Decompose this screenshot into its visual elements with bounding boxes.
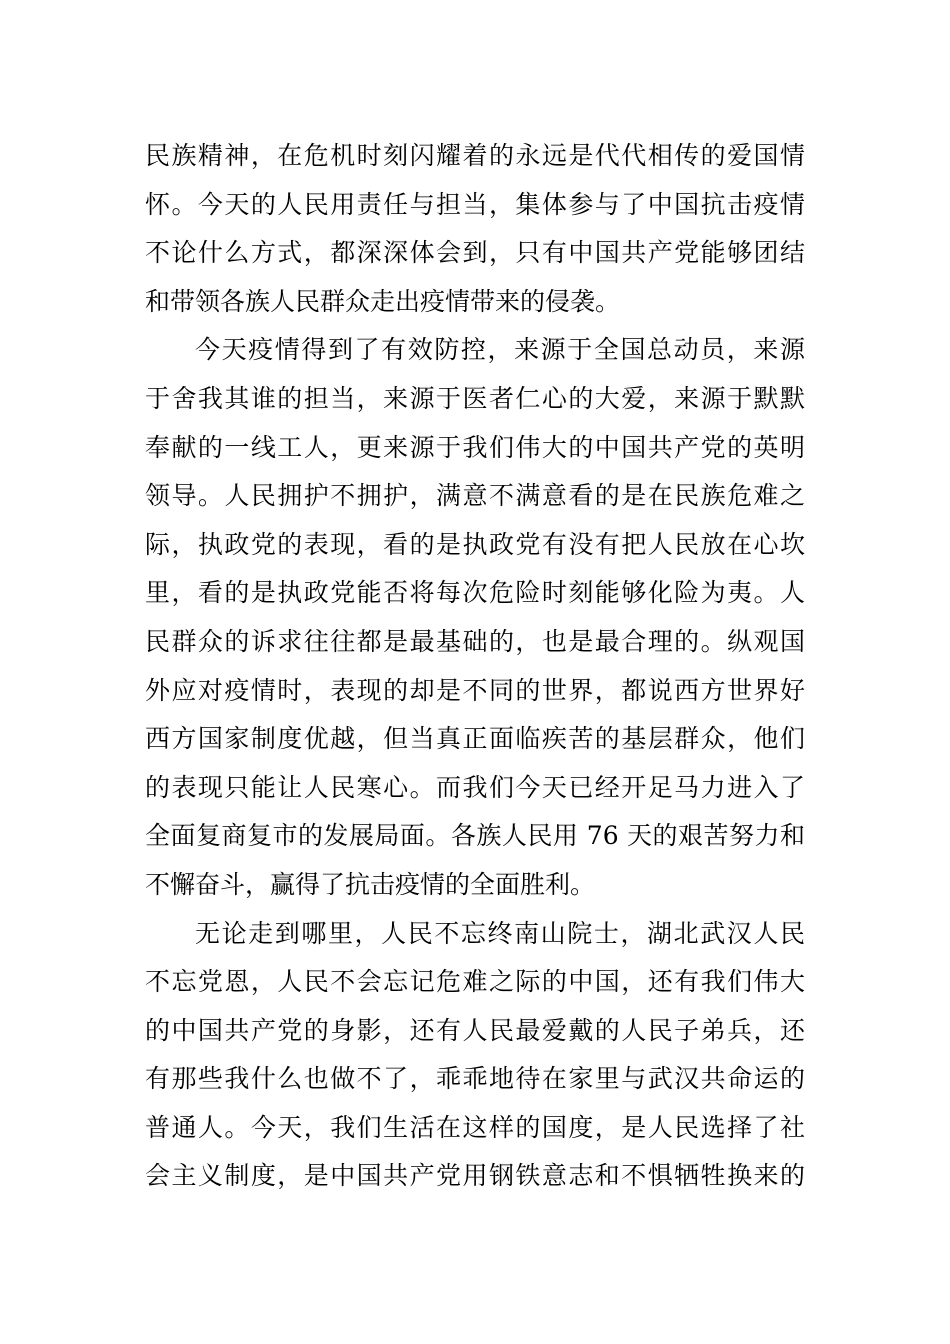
text-line: 有那些我什么也做不了，乖乖地待在家里与武汉共命运的 xyxy=(145,1064,805,1094)
text-line: 奉献的一线工人，更来源于我们伟大的中国共产党的英明 xyxy=(145,432,805,462)
text-line: 领导。人民拥护不拥护，满意不满意看的是在民族危难之 xyxy=(145,481,805,511)
text-line: 于舍我其谁的担当，来源于医者仁心的大爱，来源于默默 xyxy=(145,383,805,413)
text-line: 外应对疫情时，表现的却是不同的世界，都说西方世界好 xyxy=(145,675,805,705)
text-line: 里，看的是执政党能否将每次危险时刻能够化险为夷。人 xyxy=(145,578,805,608)
text-line: 民族精神，在危机时刻闪耀着的永远是代代相传的爱国情 xyxy=(145,141,805,170)
text-line: 民群众的诉求往往都是最基础的，也是最合理的。纵观国 xyxy=(145,626,805,656)
text-line: 和带领各族人民群众走出疫情带来的侵袭。 xyxy=(145,286,621,316)
text-line: 怀。今天的人民用责任与担当，集体参与了中国抗击疫情 xyxy=(145,189,805,219)
body-text xyxy=(145,132,805,1201)
text-line: 不论什么方式，都深深体会到，只有中国共产党能够团结 xyxy=(145,238,805,268)
text-line: 际，执政党的表现，看的是执政党有没有把人民放在心坎 xyxy=(145,529,805,559)
text-line: 今天疫情得到了有效防控，来源于全国总动员，来源 xyxy=(195,335,805,365)
text-line: 无论走到哪里，人民不忘终南山院士，湖北武汉人民 xyxy=(195,918,805,948)
text-line: 全面复商复市的发展局面。各族人民用 76 天的艰苦努力和 xyxy=(145,821,805,851)
text-line: 的表现只能让人民寒心。而我们今天已经开足马力进入了 xyxy=(145,772,805,802)
text-line: 不忘党恩，人民不会忘记危难之际的中国，还有我们伟大 xyxy=(145,967,805,997)
text-line: 普通人。今天，我们生活在这样的国度，是人民选择了社 xyxy=(145,1112,805,1142)
text-line: 西方国家制度优越，但当真正面临疾苦的基层群众，他们 xyxy=(145,724,805,754)
text-line: 的中国共产党的身影，还有人民最爱戴的人民子弟兵，还 xyxy=(145,1015,805,1045)
text-line: 会主义制度，是中国共产党用钢铁意志和不惧牺牲换来的 xyxy=(145,1161,805,1191)
text-line: 不懈奋斗，赢得了抗击疫情的全面胜利。 xyxy=(145,869,596,899)
